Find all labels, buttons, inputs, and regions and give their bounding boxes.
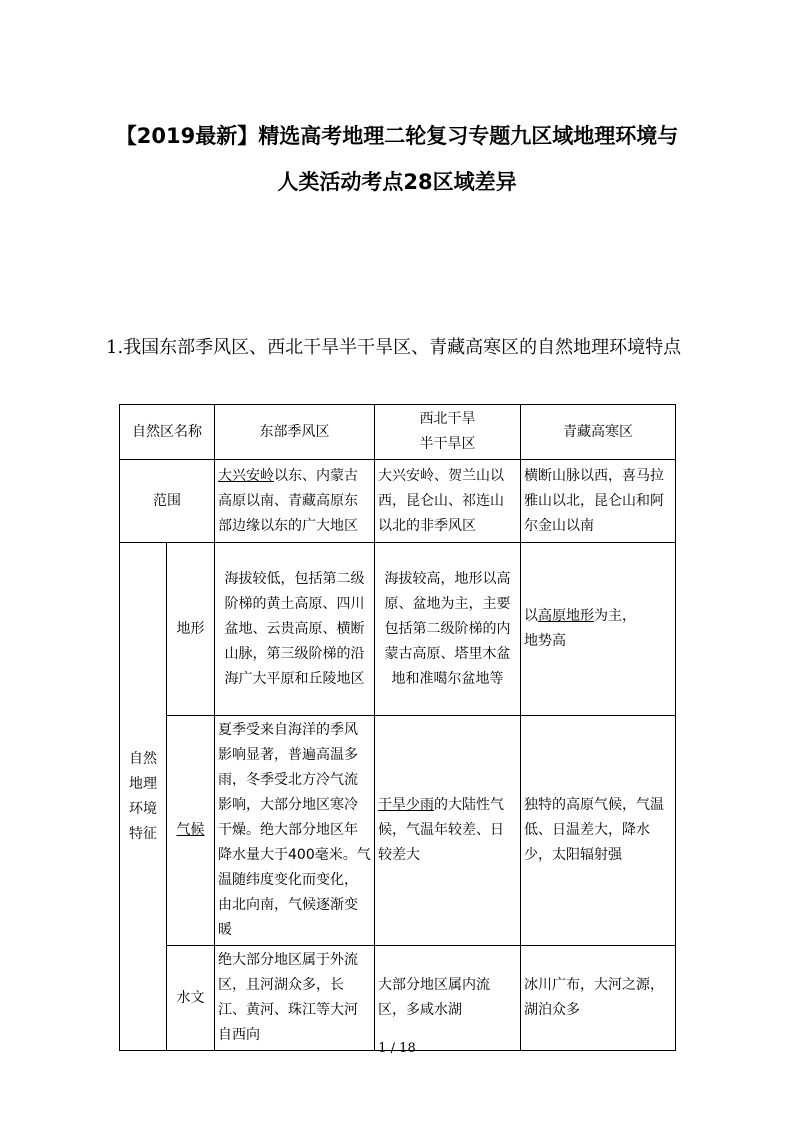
climate-nw-underlined: 干旱少雨 (378, 797, 434, 813)
terrain-qt-underlined: 高原地形 (538, 608, 594, 624)
terrain-qt-post: 地势高 (524, 633, 566, 649)
page-number: 1 / 18 (378, 1041, 416, 1056)
table-row-hydrology (120, 946, 676, 1051)
header-northwest-arid (375, 405, 521, 460)
hydrology-northwest: 大部分地区属内流区，多咸水湖 (375, 946, 521, 1051)
hydrology-east: 绝大部分地区属于外流区，且河湖众多，长江、黄河、珠江等大河自西向 (215, 946, 375, 1051)
row-label-climate (167, 716, 215, 946)
range-qinghai-tibet: 横断山脉以西，喜马拉雅山以北，昆仑山和阿尔金山以南 (521, 460, 676, 543)
terrain-northwest: 海拔较高，地形以高原、盆地为主，主要包括第二级阶梯的内蒙古高原、塔里木盆地和准噶尔盆地等 (375, 543, 521, 716)
document-title-line-2: 人类活动考点28区域差异 (277, 170, 517, 194)
intro-text: 我国东部季风区、西北干旱半干旱区、青藏高寒区的自然地理环境特点 (123, 337, 682, 358)
terrain-qinghai-tibet (521, 543, 676, 716)
header-northwest-line-1: 西北干旱 (419, 411, 476, 427)
range-northwest: 大兴安岭、贺兰山以西，昆仑山、祁连山以北的非季风区 (375, 460, 521, 543)
table-row-range (120, 460, 676, 543)
header-qinghai-tibet: 青藏高寒区 (521, 405, 676, 460)
climate-qinghai-tibet: 独特的高原气候，气温低、日温差大，降水少，太阳辐射强 (521, 716, 676, 946)
document-title-line-1: 【2019最新】精选高考地理二轮复习专题九区域地理环境与 (115, 124, 679, 148)
climate-northwest (375, 716, 521, 946)
natural-regions-table (119, 404, 676, 1051)
row-label-range: 范围 (120, 460, 215, 543)
row-label-hydrology: 水文 (167, 946, 215, 1051)
header-northwest-line-2: 半干旱区 (419, 436, 476, 452)
table-header-row (120, 405, 676, 460)
table-row-climate (120, 716, 676, 946)
row-label-terrain: 地形 (167, 543, 215, 716)
table-row-terrain (120, 543, 676, 716)
group-label-natural-environment: 自然地理环境特征 (120, 543, 167, 1051)
range-east-underlined: 大兴安岭 (218, 467, 274, 484)
intro-number: 1. (106, 337, 124, 358)
header-east-monsoon: 东部季风区 (215, 405, 375, 460)
range-east-text: 以东、内蒙古高原以南、青藏高原东部边缘以东的广大地区 (218, 467, 358, 534)
intro-paragraph (106, 332, 696, 364)
hydrology-qinghai-tibet: 冰川广布，大河之源，湖泊众多 (521, 946, 676, 1051)
terrain-qt-pre: 以 (524, 608, 538, 624)
terrain-east: 海拔较低，包括第二级阶梯的黄土高原、四川盆地、云贵高原、横断山脉，第三级阶梯的沿海广大平原和丘陵地区 (215, 543, 375, 716)
terrain-qt-mid: 为主， (594, 608, 636, 624)
climate-nw-text: 的大陆性气候，气温年较差、日较差大 (378, 797, 504, 863)
climate-east: 夏季受来自海洋的季风影响显著，普遍高温多雨，冬季受北方冷气流影响，大部分地区寒冷干燥。绝大部分地区年降水量大于400毫米。气温随纬度变化而变化，由北向南，气候逐渐变暖 (215, 716, 375, 946)
range-east (215, 460, 375, 543)
climate-label-underlined: 气候 (176, 822, 205, 838)
header-region-name: 自然区名称 (120, 405, 215, 460)
